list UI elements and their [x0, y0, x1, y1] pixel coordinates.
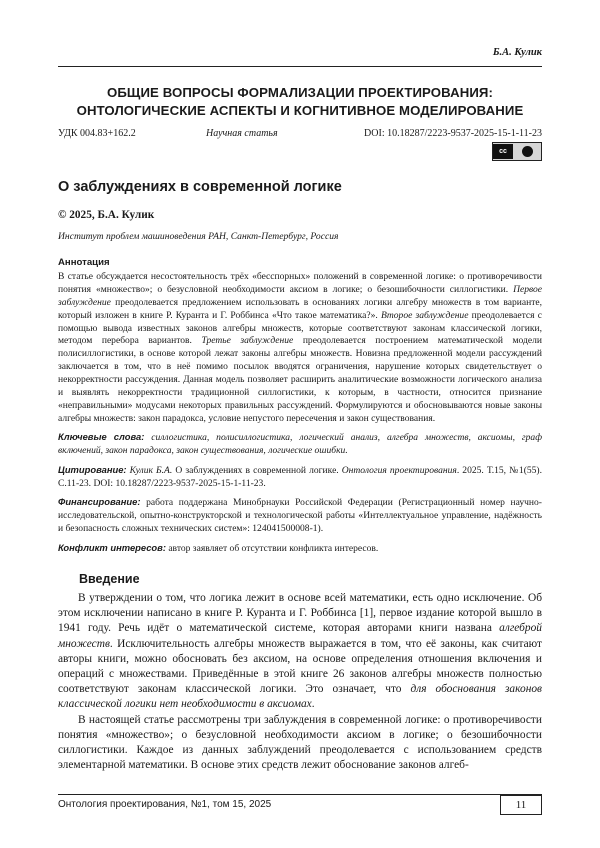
intro-paragraph-1: В утверждении о том, что логика лежит в основе всей математики, есть одно исключение. Об этом исключении написано в книге Р. Куранта и Г. Роббинса [1], первое издание которой вышло в 1941 году. Речь идёт о математической системе, которая авторами книги названа алгеброй множеств. Исключительность алгебры множеств выражается в том, что её законы, как считают авторы книги, можно обосновать без аксиом, на основе определения отношения включения и операций с множествами. Приведённые в этой книге 26 законов алгебры множеств полностью соответствуют законам классической логики. Это означает, что для обоснования законов классической логики нет необходимости в аксиомах. — [58, 592, 542, 711]
intro-heading: Введение — [79, 572, 140, 586]
abstract-emphasis-1: Первое заблуждение — [58, 283, 542, 308]
cc-icon: cc — [493, 144, 513, 159]
abstract-heading: Аннотация — [58, 257, 110, 268]
article-type: Научная статья — [206, 128, 278, 139]
header-rule — [58, 66, 542, 67]
citation-label: Цитирование: — [58, 463, 127, 475]
section-title — [58, 84, 542, 120]
citation: Цитирование: Кулик Б.А. О заблуждениях в современной логике. Онтология проектирования. 2025. Т.15, №1(55). С.11-23. DOI: 10.18287/2223-9537-2025-15-1-11-23. — [58, 463, 542, 489]
doi-link[interactable]: DOI: 10.18287/2223-9537-2025-15-1-11-23 — [364, 128, 542, 139]
keywords — [58, 431, 542, 458]
journal-footer: Онтология проектирования, №1, том 15, 2025 — [58, 799, 272, 810]
page-number: 11 — [500, 795, 542, 815]
author-affiliation: Институт проблем машиноведения РАН, Санкт-Петербург, Россия — [58, 231, 339, 242]
conflict-of-interest — [58, 542, 542, 556]
abstract-emphasis-2: Второе заблуждение — [380, 309, 469, 321]
conflict-text: автор заявляет об отсутствии конфликта интересов. — [165, 543, 379, 555]
abstract-text: В статье обсуждается несостоятельность трёх «бесспорных» положений в современной логике: о противоречивости понятия «множество»; о безусловной необходимости аксиом в логике; о безошибочности силлогистики. Первое заблуждение преодолевается предложением использовать в основаниях логики алгебру множеств в том варианте, который изложен в книге Р. Куранта и Г. Роббинса «Что такое математика?». Второе заблуждение преодолевается с помощью вывода известных законов алгебры множеств, которые соответствуют законам классической логики, методом перебора вариантов. Третье заблуждение преодолевается построением математической модели полисиллогистики, в основе которой лежат законы алгебры множеств. Новизна предложенной модели рассуждений заключается в том, что в неё помимо посылок вводятся ограничения, нарушение которых свидетельствует о некорректности рассуждения. Данная модель позволяет расширить аналитические возможности логического анализа и выявлять некорректности традиционной силлогистики, к которым, в частности, относится признание «неправильными» модусами некоторых правильных рассуждений. Формулируются и обосновываются новые законы алгебры множеств: закон парадокса, условие непустого пересечения и закон существования. — [58, 270, 542, 424]
abstract-emphasis-3: Третье заблуждение — [201, 335, 294, 347]
cc-by-license-icon[interactable] — [492, 142, 542, 161]
udk-code: УДК 004.83+162.2 — [58, 128, 136, 139]
keywords-text: силлогистика, полисиллогистика, логический анализ, алгебра множеств, аксиомы, граф включений, закон парадокса, закон существования, логические ошибки. — [58, 431, 542, 456]
funding-label: Финансирование: — [58, 496, 141, 508]
section-title-line-1: ОБЩИЕ ВОПРОСЫ ФОРМАЛИЗАЦИИ ПРОЕКТИРОВАНИЯ: — [106, 85, 493, 100]
article-authors: © 2025, Б.А. Кулик — [58, 209, 155, 221]
funding — [58, 496, 542, 536]
article-title: О заблуждениях в современной логике — [58, 179, 342, 195]
conflict-label: Конфликт интересов: — [58, 542, 166, 554]
footer-rule — [58, 794, 542, 795]
abstract-block — [58, 257, 542, 556]
intro-paragraph-2: В настоящей статье рассмотрены три заблуждения в современной логике: о противоречивости понятия «множество»; о безусловной необходимости аксиом в логике; о безошибочности силлогистики. Каждое из данных заблуждений преодолевается с использованием средств элементарной математики. В основе этих средств лежит обоснование законов алгеб- — [58, 713, 542, 772]
keywords-label: Ключевые слова: — [58, 430, 145, 442]
by-person-icon — [513, 146, 541, 157]
section-title-line-2: ОНТОЛОГИЧЕСКИЕ АСПЕКТЫ И КОГНИТИВНОЕ МОДЕЛИРОВАНИЕ — [76, 103, 524, 118]
funding-text: работа поддержана Минобрнауки Российской Федерации (Регистрационный номер научно-исследовательской, опытно-конструкторской и технологической работы «Интеллектуальное управление, надёжность и безопасность сложных технических систем»: 124041500008-1). — [58, 497, 542, 535]
running-head: Б.А. Кулик — [492, 47, 542, 58]
intro-body — [58, 591, 542, 773]
